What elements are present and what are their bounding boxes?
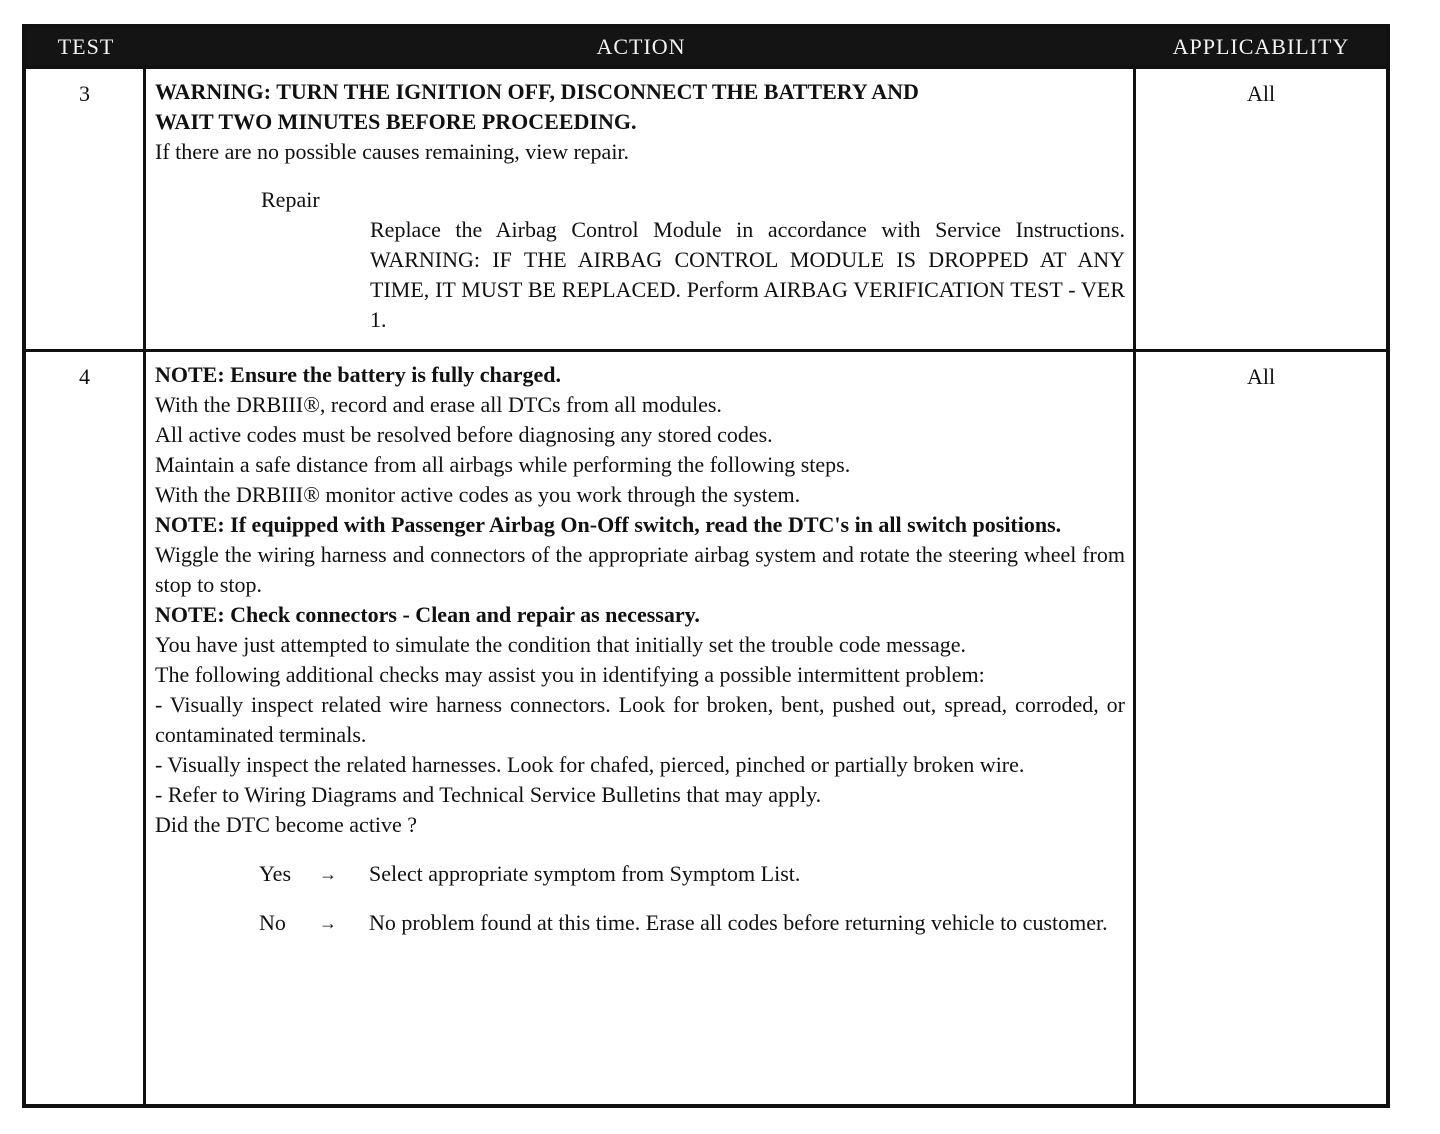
table-header: [26, 28, 1386, 66]
check-bulletins: - Refer to Wiring Diagrams and Technical Service Bulletins that may apply.: [155, 782, 822, 807]
step-resolve-active: All active codes must be resolved before diagnosing any stored codes.: [155, 422, 773, 447]
repair-text: Replace the Airbag Control Module in accordance with Service Instructions. WARNING: IF THE AIRBAG CONTROL MODULE IS DROPPED AT ANY TIME, IT MUST BE REPLACED. Perform AIRBAG VERIFICATION TEST - VER 1.: [370, 217, 1125, 332]
choice-no-text: No problem found at this time. Erase all codes before returning vehicle to customer.: [369, 910, 1108, 935]
choice-yes-label: Yes: [259, 861, 292, 886]
note-battery: NOTE: Ensure the battery is fully charged.: [155, 362, 561, 387]
action-cell: [146, 352, 1136, 1104]
diagnostic-table: [22, 24, 1390, 1108]
applicability-value: All: [1246, 81, 1276, 106]
header-applicability: APPLICABILITY: [1172, 34, 1350, 59]
warning-line-2: WAIT TWO MINUTES BEFORE PROCEEDING.: [155, 109, 637, 134]
note-switch: NOTE: If equipped with Passenger Airbag On-Off switch, read the DTC's in all switch positions.: [155, 512, 1062, 537]
table-row-test-3: [26, 66, 1386, 349]
arrow-icon: →: [319, 913, 337, 933]
step-additional-checks: The following additional checks may assist you in identifying a possible intermittent problem:: [155, 662, 985, 687]
header-test: TEST: [57, 34, 115, 59]
step-wiggle: Wiggle the wiring harness and connectors of the appropriate airbag system and rotate the steering wheel from stop to stop.: [155, 542, 1125, 597]
test-number: 3: [26, 69, 146, 349]
choice-no-label: No: [259, 910, 286, 935]
applicability-value: All: [1246, 364, 1276, 389]
question: Did the DTC become active ?: [155, 812, 418, 837]
step-monitor-codes: With the DRBIII® monitor active codes as you work through the system.: [155, 482, 801, 507]
step-safe-distance: Maintain a safe distance from all airbags while performing the following steps.: [155, 452, 851, 477]
check-harnesses: - Visually inspect the related harnesses. Look for chafed, pierced, pinched or partially broken wire.: [155, 752, 1025, 777]
choice-no: [155, 908, 1125, 938]
choice-yes: [155, 859, 1125, 889]
repair-label: Repair: [261, 187, 320, 212]
header-action: ACTION: [596, 34, 686, 59]
note-connectors: NOTE: Check connectors - Clean and repair as necessary.: [155, 602, 700, 627]
test-number: 4: [26, 352, 146, 1104]
instruction-text: If there are no possible causes remaining, view repair.: [155, 139, 630, 164]
check-connectors: - Visually inspect related wire harness connectors. Look for broken, bent, pushed out, spread, corroded, or contaminated terminals.: [155, 692, 1125, 747]
step-record-dtcs: With the DRBIII®, record and erase all DTCs from all modules.: [155, 392, 722, 417]
table-row-test-4: [26, 349, 1386, 1104]
step-simulated: You have just attempted to simulate the condition that initially set the trouble code message.: [155, 632, 966, 657]
warning-line-1: WARNING: TURN THE IGNITION OFF, DISCONNECT THE BATTERY AND: [155, 79, 919, 104]
arrow-icon: →: [319, 864, 337, 884]
choice-yes-text: Select appropriate symptom from Symptom List.: [369, 861, 801, 886]
action-cell: [146, 69, 1136, 349]
